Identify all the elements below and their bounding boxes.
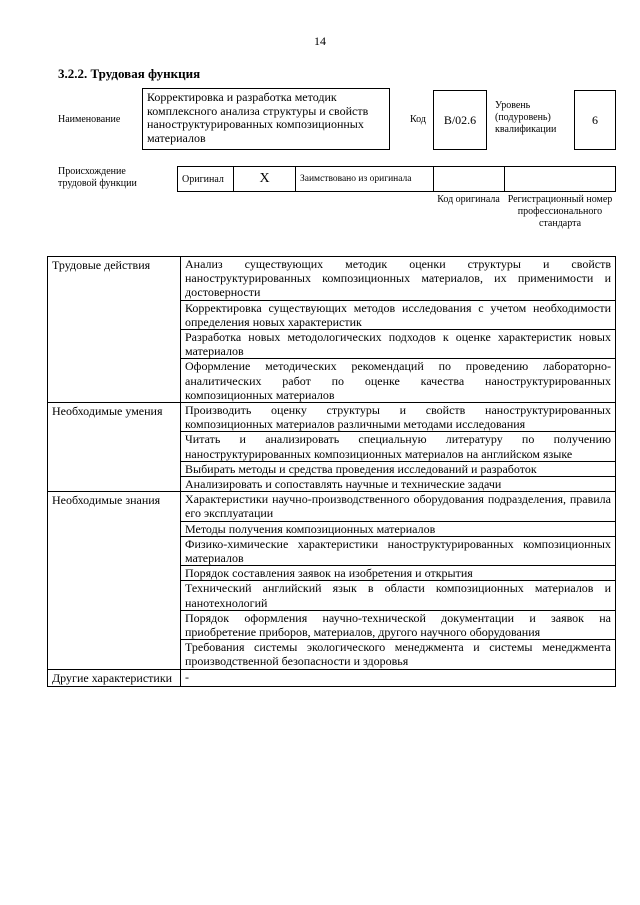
list-item: Корректировка существующих методов исследования с учетом необходимости определения новых характеристик <box>181 301 615 330</box>
list-item: Порядок составления заявок на изобретения и открытия <box>181 566 615 581</box>
origin-reg-cell <box>505 167 615 191</box>
name-label: Наименование <box>58 114 121 125</box>
list-item: Требования системы экологического менеджмента и системы менеджмента производственной безопасности и здоровья <box>185 640 611 669</box>
level-value: 6 <box>574 90 616 150</box>
list-item: - <box>185 669 189 684</box>
origin-original: Оригинал <box>178 167 234 191</box>
list-item: Физико-химические характеристики наноструктурированных композиционных материалов <box>181 537 615 566</box>
section-label: Трудовые действия <box>48 257 181 403</box>
origin-code-label: Код оригинала <box>437 194 500 205</box>
section-content <box>181 669 616 686</box>
section-row <box>48 492 616 669</box>
list-item: Выбирать методы и средства проведения исследований и разработок <box>181 462 615 477</box>
list-item: Порядок оформления научно-технической документации и заявок на приобретение приборов, материалов, другого научного оборудования <box>181 611 615 640</box>
level-label: Уровень (подуровень) квалификации <box>495 100 557 135</box>
list-item: Анализировать и сопоставлять научные и технические задачи <box>185 477 502 492</box>
section-row <box>48 403 616 492</box>
section-label: Необходимые умения <box>48 403 181 492</box>
origin-label: Происхождение трудовой функции <box>58 166 137 189</box>
origin-mark: X <box>234 167 296 191</box>
section-content <box>181 257 616 403</box>
list-item: Разработка новых методологических подходов к оценке характеристик новых материалов <box>181 330 615 359</box>
code-value: B/02.6 <box>433 90 487 150</box>
list-item: Производить оценку структуры и свойств наноструктурированных композиционных материалов различными методами исследования <box>181 403 615 432</box>
list-item: Оформление методических рекомендаций по проведению лабораторно-аналитических работ по оценке качества наноструктурированных композиционных материалов <box>185 359 611 402</box>
list-item: Технический английский язык в области композиционных материалов и нанотехнологий <box>181 581 615 610</box>
section-label: Необходимые знания <box>48 492 181 669</box>
section-content <box>181 403 616 492</box>
list-item: Анализ существующих методик оценки структуры и свойств наноструктурированных композиционных материалов, их применимости и достоверности <box>181 257 615 301</box>
origin-row <box>177 166 616 192</box>
origin-code-cell <box>434 167 505 191</box>
list-item: Характеристики научно-производственного оборудования подразделения, правила его эксплуатации <box>181 492 615 521</box>
section-row <box>48 669 616 686</box>
section-row <box>48 257 616 403</box>
page-number: 14 <box>314 34 326 48</box>
origin-borrowed: Заимствовано из оригинала <box>296 167 434 191</box>
section-content <box>181 492 616 669</box>
name-value: Корректировка и разработка методик комплексного анализа структуры и свойств наноструктурированных композиционных материалов <box>142 88 390 150</box>
code-label: Код <box>410 114 426 125</box>
section-title: 3.2.2. Трудовая функция <box>58 66 201 81</box>
origin-reg-label: Регистрационный номер профессионального стандарта <box>507 194 613 229</box>
list-item: Методы получения композиционных материалов <box>181 522 615 537</box>
function-table <box>47 256 616 687</box>
list-item: Читать и анализировать специальную литературу по получению наноструктурированных композиционных материалов на английском языке <box>181 432 615 461</box>
section-label: Другие характеристики <box>48 669 181 686</box>
